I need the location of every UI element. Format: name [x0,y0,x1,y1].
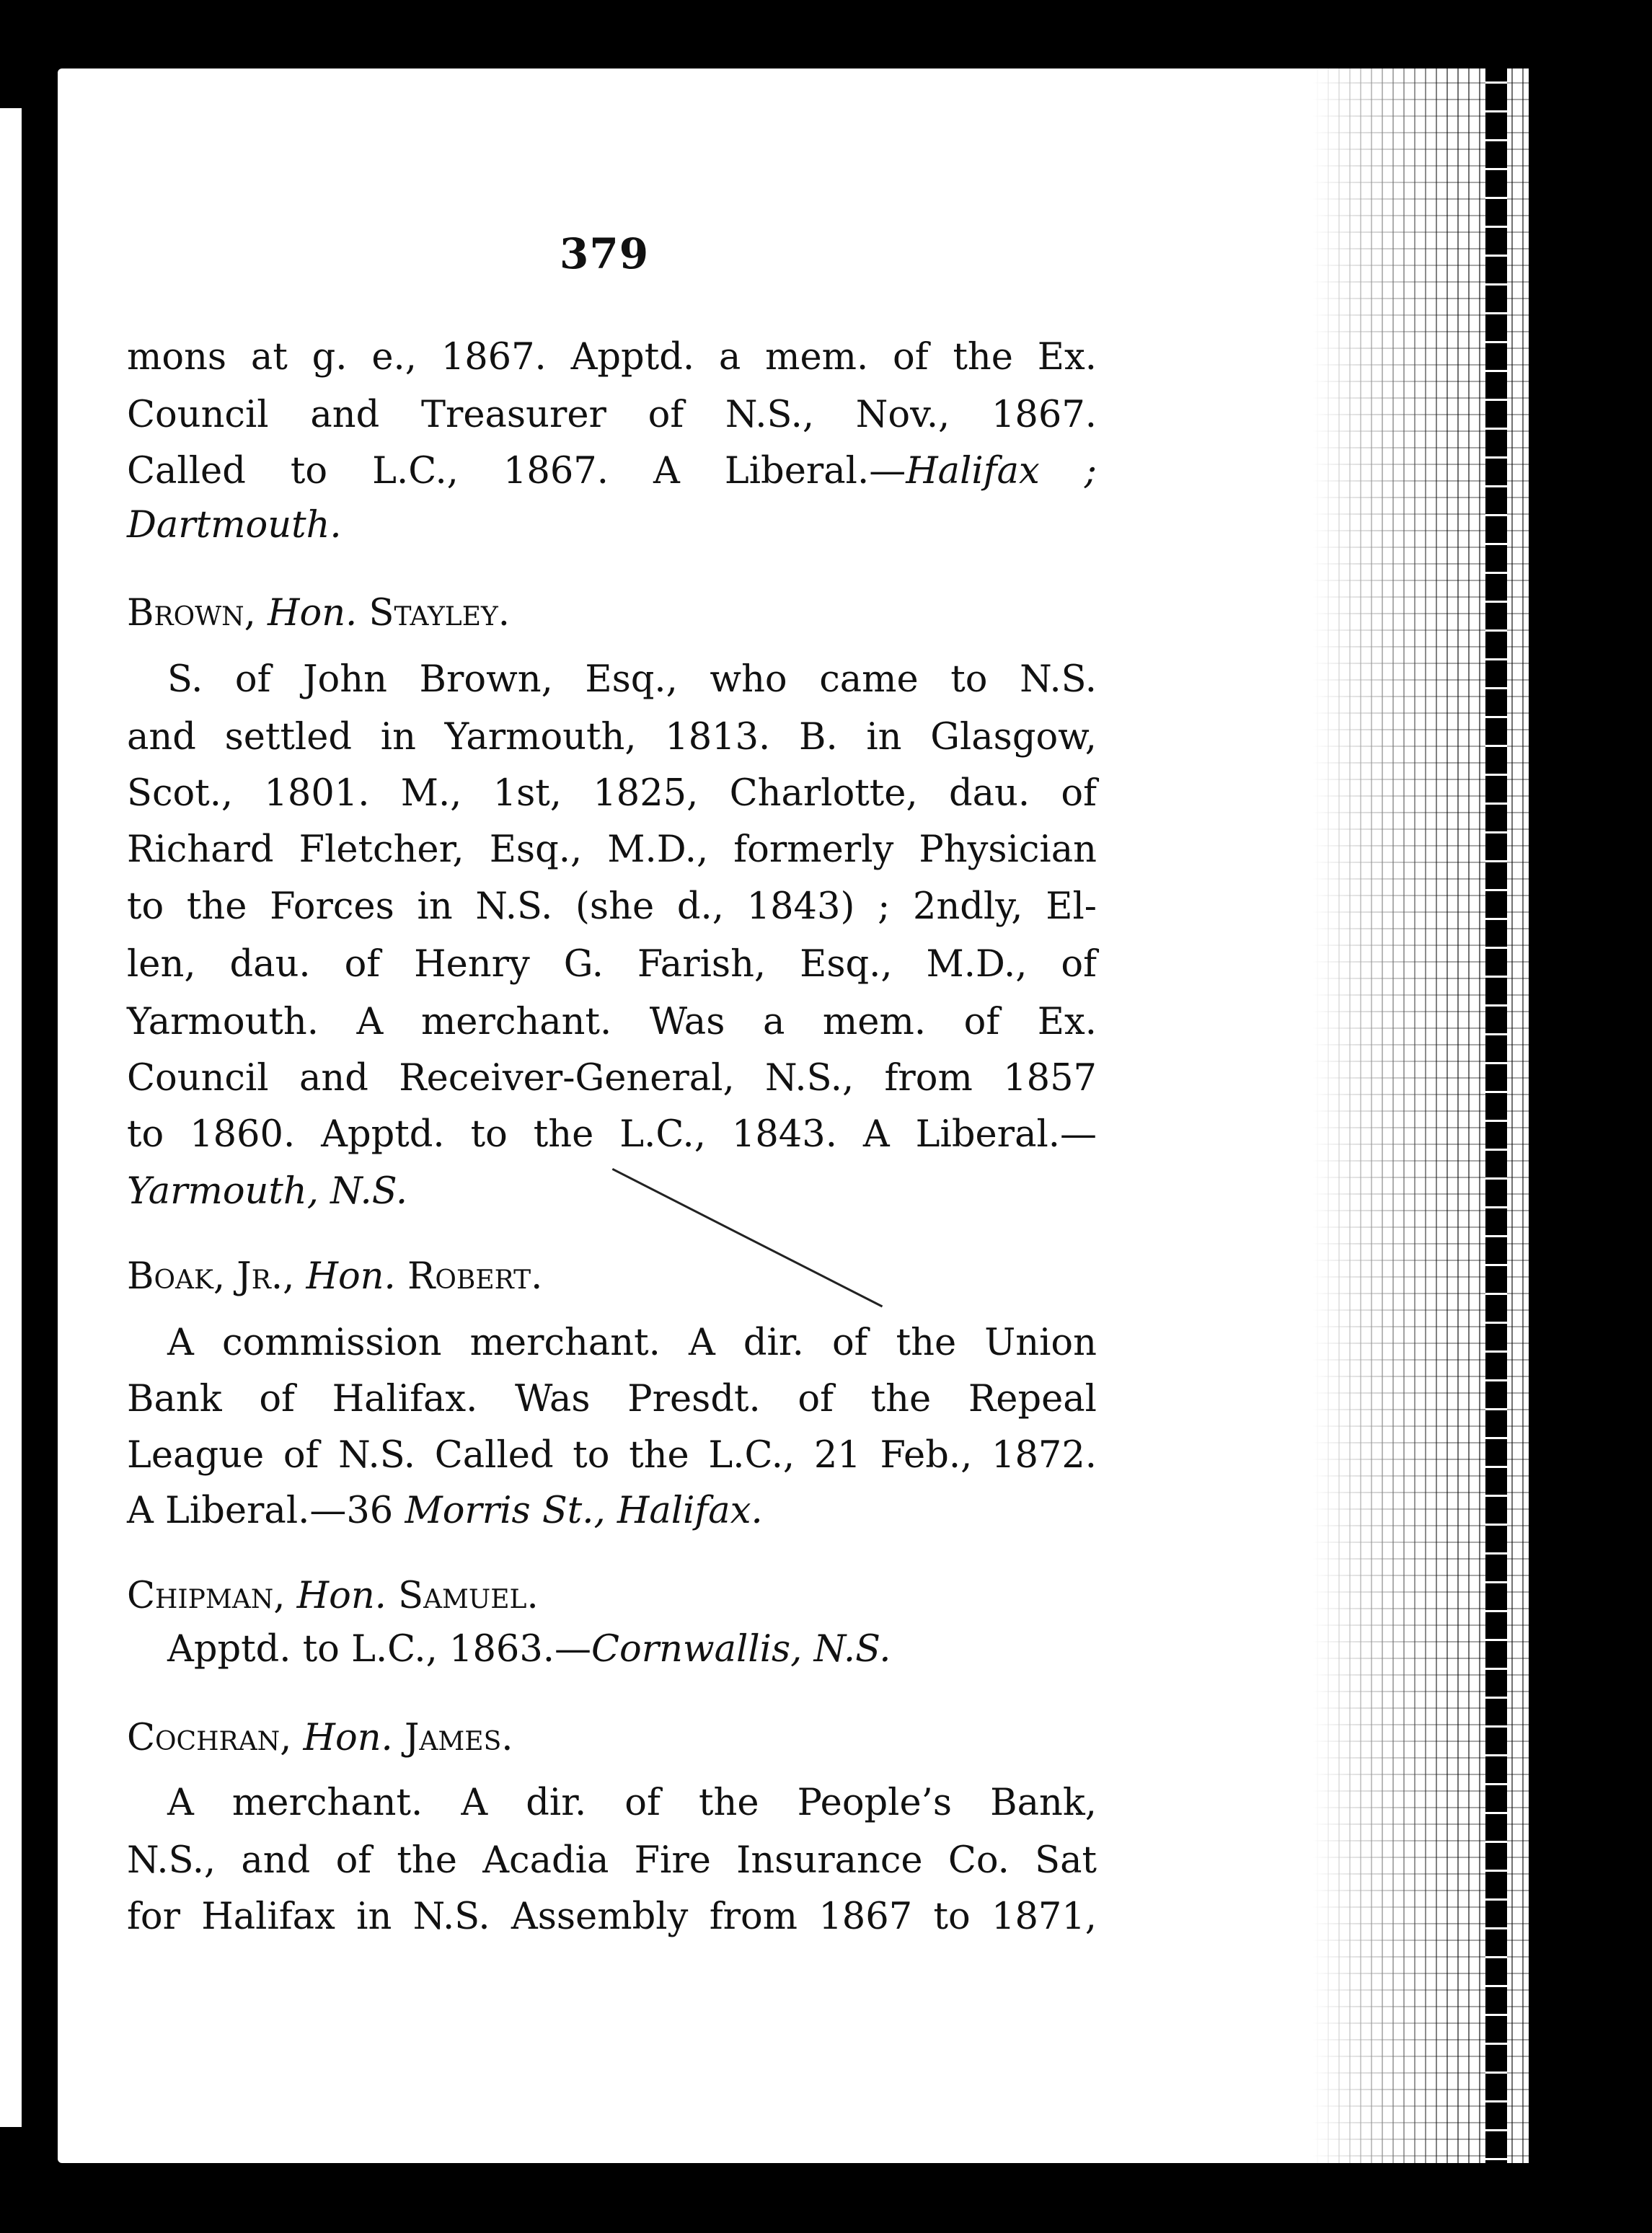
text-run: A Liberal.—36 [127,1490,405,1532]
facing-page-edge [0,108,22,2127]
place-italic: Morris St., Halifax. [405,1490,763,1532]
text-line: for Halifax in N.S. Assembly from 1867 to 1871, [127,1896,1097,1938]
text-line [127,450,1097,492]
place-italic: Halifax ; [906,450,1097,492]
entry-heading [127,1717,513,1759]
text-line: Scot., 1801. M., 1st, 1825, Charlotte, dau. of [127,772,1097,815]
entry-given-name: Samuel. [398,1575,539,1617]
text-line: Bank of Halifax. Was Presdt. of the Repeal [127,1378,1097,1420]
entry-surname: Boak, Jr., [127,1255,295,1298]
page-number: 379 [560,229,650,278]
page-edge-dark [1485,65,1507,2170]
text-line: Yarmouth. A merchant. Was a mem. of Ex. [127,1001,1097,1043]
entry-heading [127,592,510,634]
text-line: to 1860. Apptd. to the L.C., 1843. A Liberal.— [127,1113,1097,1156]
text-line: Dartmouth. [127,504,342,547]
text-line [167,1628,891,1671]
text-line: A commission merchant. A dir. of the Union [167,1322,1097,1364]
text-line: N.S., and of the Acadia Fire Insurance Co. Sat [127,1839,1097,1882]
entry-title: Hon. [268,592,358,634]
text-line: Richard Fletcher, Esq., M.D., formerly Physician [127,828,1097,871]
text-line: Council and Receiver-General, N.S., from 1857 [127,1057,1097,1100]
entry-surname: Cochran, [127,1717,292,1759]
place-italic: Yarmouth, N.S. [127,1170,408,1213]
text-line: len, dau. of Henry G. Farish, Esq., M.D., of [127,943,1097,986]
text-line: and settled in Yarmouth, 1813. B. in Glasgow, [127,716,1097,759]
place-italic: Cornwallis, N.S. [591,1628,891,1671]
entry-heading [127,1575,539,1617]
text-run: Called to L.C., 1867. A Liberal.— [127,450,906,492]
entry-heading [127,1255,543,1298]
entry-given-name: Robert. [407,1255,543,1298]
text-line: A merchant. A dir. of the People’s Bank, [167,1782,1097,1824]
text-line: League of N.S. Called to the L.C., 21 Feb., 1872. [127,1434,1097,1477]
text-run: Apptd. to L.C., 1863.— [167,1628,592,1671]
entry-title: Hon. [296,1575,387,1617]
text-line [127,1490,763,1532]
entry-surname: Chipman, [127,1575,286,1617]
page-edge-speckle [1312,68,1543,2163]
entry-title: Hon. [306,1255,396,1298]
entry-given-name: Stayley. [368,592,510,634]
text-line: Council and Treasurer of N.S., Nov., 1867. [127,394,1097,436]
entry-surname: Brown, [127,592,256,634]
text-line: to the Forces in N.S. (she d., 1843) ; 2ndly, El- [127,885,1097,928]
text-line: mons at g. e., 1867. Apptd. a mem. of the Ex. [127,336,1097,379]
entry-title: Hon. [303,1717,393,1759]
text-line: S. of John Brown, Esq., who came to N.S. [167,658,1097,701]
entry-given-name: James. [404,1717,513,1759]
